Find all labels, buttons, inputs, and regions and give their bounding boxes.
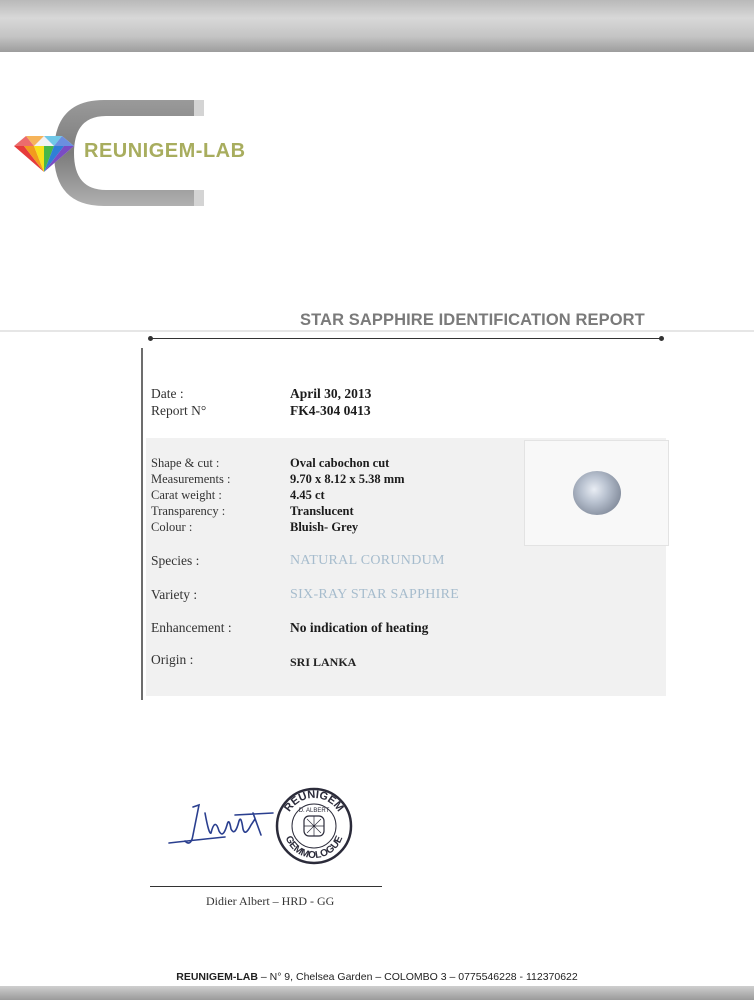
report-no-value: FK4-304 0413 (290, 403, 371, 418)
origin-label: Origin : (151, 652, 194, 667)
enhancement-value: No indication of heating (290, 620, 429, 635)
left-vertical-rule (141, 348, 143, 700)
shape-value: Oval cabochon cut (290, 456, 390, 470)
diamond-icon (14, 136, 74, 172)
lab-logo (14, 98, 314, 208)
title-rule-end-right (659, 336, 664, 341)
species-label: Species : (151, 553, 200, 568)
footer-address (0, 971, 754, 983)
report-title: STAR SAPPHIRE IDENTIFICATION REPORT (300, 311, 645, 329)
top-scan-band (0, 0, 754, 52)
date-value: April 30, 2013 (290, 386, 372, 401)
species-value: NATURAL CORUNDUM (290, 553, 445, 568)
carat-label: Carat weight : (151, 488, 222, 502)
carat-value: 4.45 ct (290, 488, 325, 502)
fold-line (0, 330, 754, 332)
signer-name: Didier Albert – HRD - GG (206, 894, 335, 908)
transparency-value: Translucent (290, 504, 354, 518)
measurements-value: 9.70 x 8.12 x 5.38 mm (290, 472, 405, 486)
origin-value: SRI LANKA (290, 655, 357, 669)
seal-text-mid: D. ALBERT (298, 808, 330, 814)
colour-label: Colour : (151, 520, 193, 534)
variety-value: SIX-RAY STAR SAPPHIRE (290, 587, 460, 602)
footer-brand: REUNIGEM-LAB (176, 971, 258, 983)
variety-label: Variety : (151, 587, 198, 602)
handwritten-signature (165, 795, 275, 855)
gem-photo (524, 440, 669, 546)
shape-label: Shape & cut : (151, 456, 220, 470)
bottom-scan-band (0, 986, 754, 1000)
measurements-label: Measurements : (151, 472, 231, 486)
title-rule-end-left (148, 336, 153, 341)
signature-rule (150, 886, 382, 887)
report-no-label: Report N° (151, 403, 207, 418)
gemmologue-seal (274, 786, 354, 866)
colour-value: Bluish- Grey (290, 520, 359, 534)
date-label: Date : (151, 386, 184, 401)
enhancement-label: Enhancement : (151, 620, 232, 635)
footer-address-text: – N° 9, Chelsea Garden – COLOMBO 3 – 0775546228 - 112370622 (257, 971, 578, 983)
logo-text: REUNIGEM-LAB (84, 140, 246, 162)
transparency-label: Transparency : (151, 504, 226, 518)
seal-text-bottom: GEMMOLOGUE (282, 834, 346, 862)
title-rule (150, 338, 662, 339)
star-sapphire-stone (573, 471, 621, 515)
seal-text-top: REUNIGEM (282, 788, 346, 815)
